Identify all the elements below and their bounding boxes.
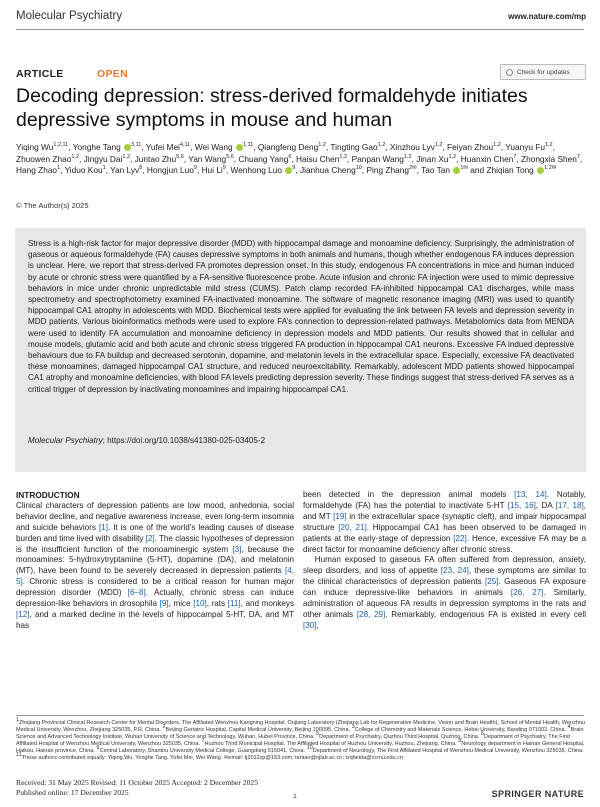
paragraph: Clinical characters of depression patients are low mood, anhedonia, social behavior decline, and negative awareness increase, even long-term insomnia and suicide behaviors [1]. It is one of the world’s leading causes of disease burden and time lived with disability [2]. The classic hypotheses of depression is the insufficient function of the monoaminergic system [3], because the monoamines: 5-hydroxytryptamine (5-HT), dopamine (DA), and melatonin (MT), have been found to be severely decreased in depression patients [4, 5]. Chronic stress is considered to be a critical reason for human major depression disorder (MDD) [6–8]. Actually, chronic stress can induce depression-like behaviors in drosophila [9], mice [10], rats [11], and monkeys [12], and a marked decline in the levels of hippocampal 5-HT, DA, and MT has [16, 500, 294, 630]
refresh-icon [506, 69, 513, 76]
check-for-updates-button[interactable] [500, 64, 586, 80]
page-number: 1 [293, 793, 297, 800]
footnote-divider [16, 715, 584, 716]
article-type-label: ARTICLE [16, 68, 64, 80]
abstract-text: Stress is a high-risk factor for major depressive disorder (MDD) with hippocampal damage and monoamine deficiency. Surprisingly, the administration of gaseous or aqueous formaldehyde (FA) causes depressive symptoms in both animals and humans, though whether endogenous FA induces depression is unclear. Here, we report that stress-derived FA promotes depression onset. In this study, endogenous FA concentrations in mice and human induced by acute or chronic stress were quantified by a FA-sensitive fluorescence probe. Acute infusion and chronic FA injection were used to mimic depressive behaviors in mice under chronic unpredictable mild stress (CUMS). Patch clamp recorded FA-inhibited hippocampal CA1 discharges, while mass spectrometry and spectrophotometry examined FA-inactivated monoamine. The software of magnetic resonance imaging (MRI) was used to quantify hippocampal CA1 atrophy in adolescents with MDD. Biochemical tests were applied for evaluating the link between FA levels and depression severity in MDD patients. Various bioinformatics methods were used to explore FA’s connection to depression-related pathways. Metabolomics data from MENDA were used to identify FA accumulation and monoamine deficiency in depression models and MDD patients. Our results showed that in cellular and mouse models, glutamic acid and both acute and chronic stress triggered FA production in hippocampal CA1 neurons. Excessive FA indued depressive behaviours due to FA buildup and decreased serotonin, dopamine, and melatonin levels in the extracellular space. Especially, excessive FA deactivated these monoamines, damaged hippocampal CA1 structure, and reduced neuroexcitability. Remarkably, adolescent MDD patients showed hippocampal CA1 atrophy and monoamine deficiencies, with blood FA levels predicting depression severity. These findings suggest that stress-derived FA serves as a critical trigger of depression by inactivating monoamines and impairing hippocampal CA1. [28, 239, 574, 394]
journal-name: Molecular Psychiatry [16, 10, 123, 22]
check-for-updates-label: Check for updates [517, 68, 570, 76]
copyright-notice: © The Author(s) 2025 [16, 201, 89, 210]
open-access-label: OPEN [97, 68, 128, 80]
dates-line-2: Published online: 17 December 2025 [16, 788, 129, 797]
citation-line [28, 436, 568, 445]
dates-line-1: Received: 31 May 2025 Revised: 11 October 2025 Accepted: 2 December 2025 [16, 778, 259, 787]
section-heading: INTRODUCTION [16, 490, 80, 500]
journal-url[interactable]: www.nature.com/mp [508, 12, 586, 21]
citation-journal: Molecular Psychiatry [28, 436, 103, 445]
body-column-left [16, 490, 294, 632]
publisher-logo: SPRINGER NATURE [491, 789, 584, 799]
publication-dates [16, 778, 258, 798]
header-divider [16, 29, 584, 30]
affiliation-footnotes: $^1$Zhejiang Provincial Clinical Research Center for Mental Disorders, The Affiliated Wenzhou Kangning Hospital, Oujiang Laboratory (Zhejiang Lab for Regenerative Medicine, Vision and Brain Health), School of Mental Health, Wenzhou Medical University, Wenzhou, Zhejiang 325035, P.R. China. $^2$Beijing Geriatric Hospital, Capital Medical University, Beijing 100095, China. $^3$College of Chemistry and Materials Science, Hebei University, Baoding 071002, China. $^4$Brain Science and Advanced Technology Institute, Wuhan University of Science and Technology, Wuhan, Hubei Province, China. $^5$Department of Psychiatry, Quzhou Third Hospital, Quzhou, China. $^6$Department of Psychiatry, The First Affiliated Hospital of Wenzhou Medical University, Wenzhou 325035, China. $^7$Huzhou Third Municipal Hospital, The Affiliated Hospital of Huzhou University, Huzhou, Zhejiang, China. $^8$Neurology department in Hainan General Hospital, Haikou, Hainan province, China. $^9$Central Laboratory, Shantou University Medical College, Guangdong 515041, China. $^{10}$Department of Neurology, The First Affiliated Hospital of Wenzhou Medical University, Wenzhou 325035, China. $^{11}$These authors contributed equally: Yiqing Wu, Yonghe Tang, Yufei Mei, Wei Wang. ✉email: tj2012zp@163.com; tantao@ojlab.ac.cn; tzqbeida@ccmu.edu.cn [16, 717, 586, 762]
citation-doi[interactable]: ; https://doi.org/10.1038/s41380-025-03405-2 [102, 436, 266, 445]
body-column-right: been detected in the depression animal models [13, 14]. Notably, formaldehyde (FA) has the potential to inactivate 5-HT [15, 16], DA [17, 18], and MT [19] in the extracellular space (synaptic cleft), and impair hippocampal structure [20, 21]. Hippocampal CA1 has been observed to be damaged in patients at the early-stage of depression [22]. Hence, excessive FA may be a direct factor for monoamine deficiency after chronic stress. Human exposed to gaseous FA often suffered from depression, anxiety, sleep disorders, and loss of appetite [23, 24], these symptoms are similar to the clinical characteristics of depression patients [25]. Gaseous FA exposure can induce depressive-like behaviors in animals [26, 27]. Similarly, administration of aqueous FA results in depression symptoms in the rats and other animals [28, 29]. Remarkably, endogenous FA is existed in every cell [30], [303, 490, 587, 630]
article-title: Decoding depression: stress-derived formaldehyde initiates depressive symptoms in mouse and human [16, 85, 528, 131]
author-list: Yiqing Wu$^{1,2,11}$, Yonghe Tang $^{3,11}$, Yufei Mei$^{4,11}$, Wei Wang $^{1,11}$, Qiangfeng Deng$^{1,2}$, Tingting Gao$^{1,2}$, Xinzhou Lyv$^{1,2}$, Feiyan Zhou$^{1,2}$, Yuanyu Fu$^{1,2}$, Zhuowen Zhao$^{1,2}$, Jingyu Dai$^{1,2}$, Juntao Zhu$^{5,6}$, Yan Wang$^{5,6}$, Chuang Yang$^6$, Haisu Chen$^{1,2}$, Panpan Wang$^{1,2}$, Jinan Xu$^{1,2}$, Huanxin Chen$^7$, Zhongxia Shen$^7$, Hang Zhao$^1$, Yiduo Kou$^1$, Yan Lyv$^8$, Hongjun Luo$^9$, Hui Li$^9$, Wenhong Luo $^9$, Jianhua Cheng$^{10}$, Ping Zhang$^{2✉}$, Tao Tan $^{1✉}$ and Zhiqian Tong $^{1,2✉}$ [16, 142, 583, 176]
